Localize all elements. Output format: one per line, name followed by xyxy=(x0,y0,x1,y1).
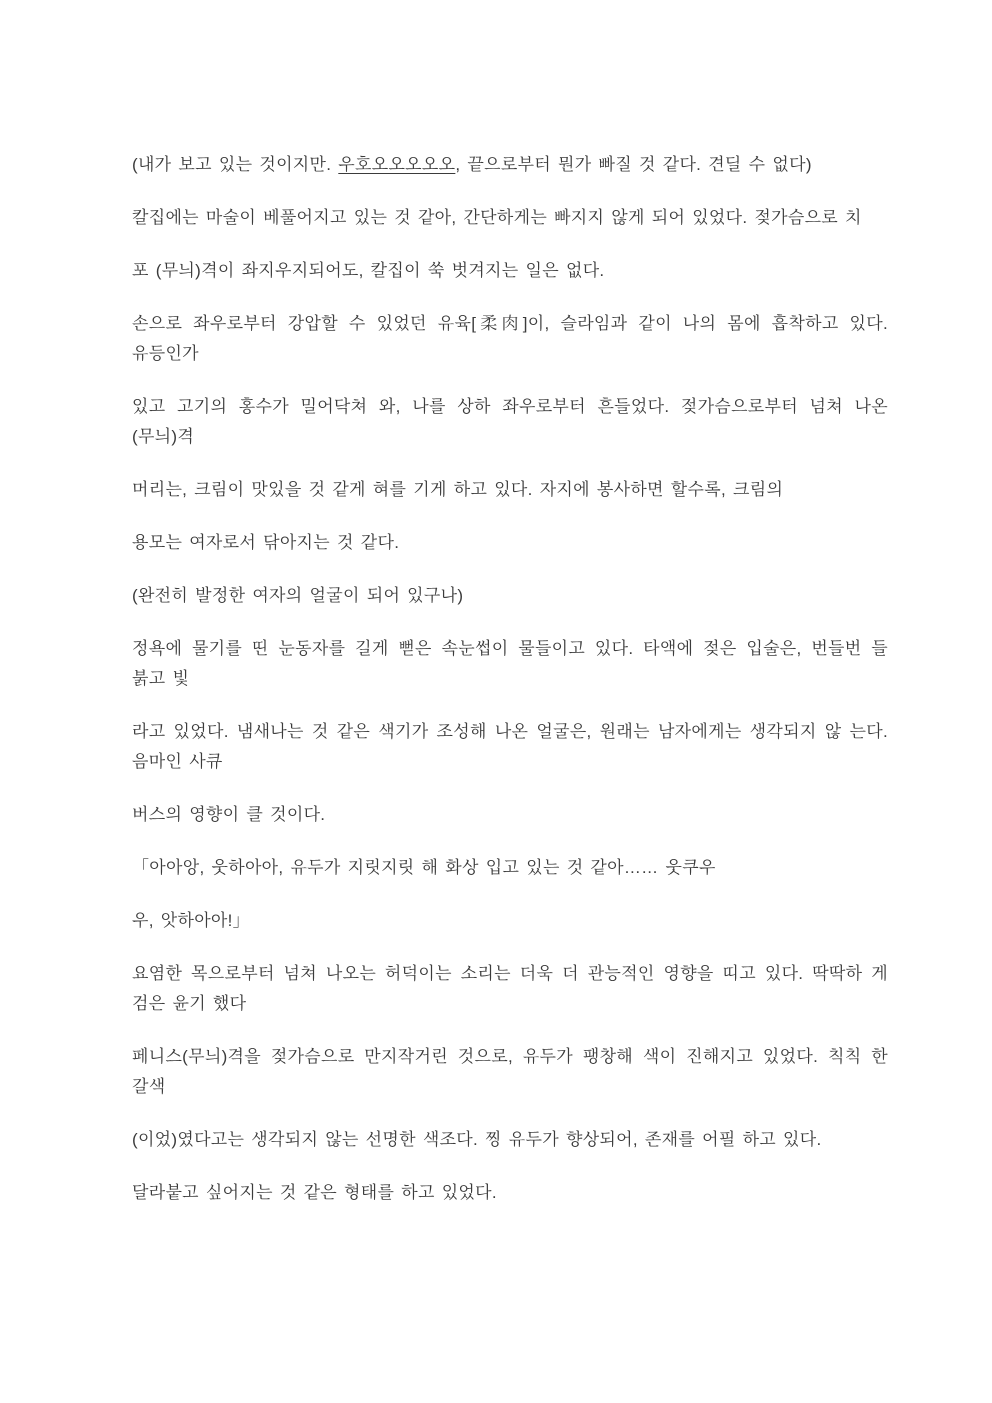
paragraph: 정욕에 물기를 띤 눈동자를 길게 뻗은 속눈썹이 물들이고 있다. 타액에 젖은 입술은, 번들번 들 붉고 빛 xyxy=(132,639,888,688)
paragraph: (이었)였다고는 생각되지 않는 선명한 색조다. 찡 유두가 향상되어, 존재를 어필 하고 있다. xyxy=(132,1130,822,1149)
paragraph: 손으로 좌우로부터 강압할 수 있었던 유육[柔肉]이, 슬라임과 같이 나의 몸에 흡착하고 있다. 유등인가 xyxy=(132,314,888,363)
paragraph: 요염한 목으로부터 넘쳐 나오는 허덕이는 소리는 더욱 더 관능적인 영향을 띠고 있다. 딱딱하 게 검은 윤기 했다 xyxy=(132,964,888,1013)
paragraph-1-post-text: , 끝으로부터 뭔가 빠질 것 같다. 견딜 수 없다) xyxy=(455,155,812,174)
paragraph: 포 (무늬)격이 좌지우지되어도, 칼집이 쑥 벗겨지는 일은 없다. xyxy=(132,261,605,280)
paragraph: 라고 있었다. 냄새나는 것 같은 색기가 조성해 나온 얼굴은, 원래는 남자에게는 생각되지 않 는다. 음마인 사큐 xyxy=(132,722,888,771)
paragraph: 페니스(무늬)격을 젖가슴으로 만지작거린 것으로, 유두가 팽창해 색이 진해지고 있었다. 칙칙 한 갈색 xyxy=(132,1047,888,1096)
paragraph-1-pre-text: (내가 보고 있는 것이지만. xyxy=(132,155,339,174)
paragraph: 버스의 영향이 클 것이다. xyxy=(132,805,326,824)
paragraph: 있고 고기의 홍수가 밀어닥쳐 와, 나를 상하 좌우로부터 흔들었다. 젖가슴으로부터 넘쳐 나온 (무늬)격 xyxy=(132,397,888,446)
paragraph: 머리는, 크림이 맛있을 것 같게 혀를 기게 하고 있다. 자지에 봉사하면 할수록, 크림의 xyxy=(132,480,784,499)
paragraph: 용모는 여자로서 닦아지는 것 같다. xyxy=(132,533,400,552)
paragraph-monologue-1 xyxy=(132,150,888,180)
paragraph: 칼집에는 마술이 베풀어지고 있는 것 같아, 간단하게는 빠지지 않게 되어 있었다. 젖가슴으로 치 xyxy=(132,208,862,227)
paragraph: 달라붙고 싶어지는 것 같은 형태를 하고 있었다. xyxy=(132,1183,497,1202)
paragraph-monologue-2: (완전히 발정한 여자의 얼굴이 되어 있구나) xyxy=(132,586,464,605)
paragraph-1-underlined-text: 우호오오오오오 xyxy=(338,155,456,174)
paragraph-dialogue-close: 우, 앗하아아!」 xyxy=(132,911,250,930)
paragraph-dialogue-open: 「아아앙, 웃하아아, 유두가 지릿지릿 해 화상 입고 있는 것 같아…… 웃쿠우 xyxy=(132,858,716,877)
